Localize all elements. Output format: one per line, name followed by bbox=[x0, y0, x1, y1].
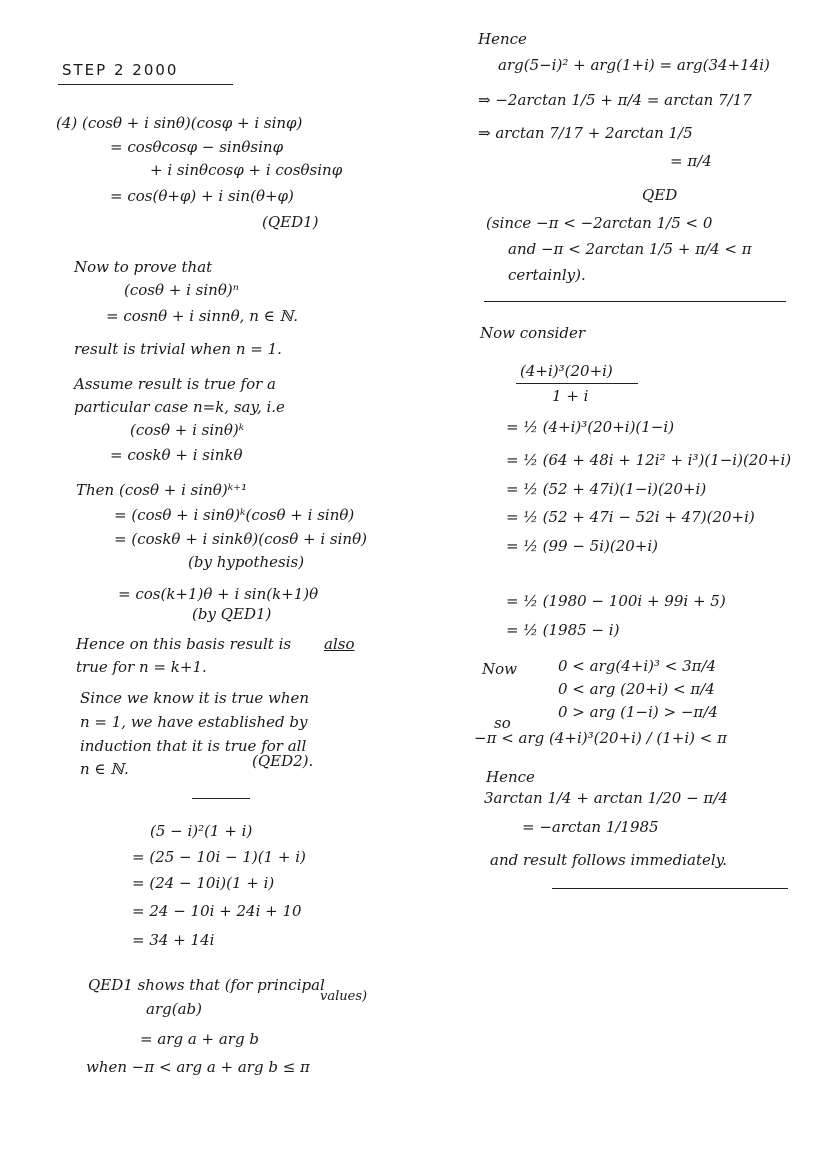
left-line-25: n ∈ ℕ. bbox=[80, 760, 129, 778]
right-line-16: = ½ (52 + 47i − 52i + 47)(20+i) bbox=[506, 508, 755, 526]
left-line-8: = cosnθ + i sinnθ, n ∈ ℕ. bbox=[106, 307, 298, 325]
page-heading: STEP 2 2000 bbox=[62, 61, 179, 79]
left-line-10: Assume result is true for a bbox=[74, 375, 276, 393]
left-line-11: particular case n=k, say, i.e bbox=[74, 398, 285, 416]
right-line-6: QED bbox=[642, 186, 678, 204]
left-line-2: = cosθcosφ − sinθsinφ bbox=[110, 138, 284, 156]
left-line-32: QED1 shows that (for principal bbox=[88, 976, 325, 994]
right-line-19: = ½ (1985 − i) bbox=[506, 621, 620, 639]
left-line-22: Since we know it is true when bbox=[80, 689, 310, 707]
left-line-30: = 24 − 10i + 24i + 10 bbox=[132, 902, 302, 920]
right-line-29: and result follows immediately. bbox=[490, 851, 727, 869]
left-line-28: = (25 − 10i − 1)(1 + i) bbox=[132, 848, 306, 866]
left-line-16: = (coskθ + i sinkθ)(cosθ + i sinθ) bbox=[114, 530, 367, 548]
heading-underline bbox=[58, 84, 233, 85]
left-line-20: Hence on this basis result is bbox=[76, 635, 292, 653]
left-line-6: Now to prove that bbox=[74, 258, 213, 276]
right-line-10: Now consider bbox=[480, 324, 585, 342]
right-line-28: = −arctan 1/1985 bbox=[522, 818, 659, 836]
right-line-25: −π < arg (4+i)³(20+i) / (1+i) < π bbox=[474, 729, 727, 747]
right-line-17: = ½ (99 − 5i)(20+i) bbox=[506, 537, 659, 555]
right-line-26: Hence bbox=[486, 768, 535, 786]
right-line-15: = ½ (52 + 47i)(1−i)(20+i) bbox=[506, 480, 707, 498]
right-line-18: = ½ (1980 − 100i + 99i + 5) bbox=[506, 592, 726, 610]
right-line-12: 1 + i bbox=[552, 387, 589, 405]
left-line-3: + i sinθcosφ + i cosθsinφ bbox=[150, 161, 343, 179]
right-line-22: 0 < arg (20+i) < π/4 bbox=[558, 680, 715, 698]
section-divider-short bbox=[192, 798, 250, 799]
left-line-35: = arg a + arg b bbox=[140, 1030, 259, 1048]
left-line-31: = 34 + 14i bbox=[132, 931, 215, 949]
left-line-4: = cos(θ+φ) + i sin(θ+φ) bbox=[110, 187, 294, 205]
left-line-19: (by QED1) bbox=[192, 605, 272, 623]
left-line-21: true for n = k+1. bbox=[76, 658, 207, 676]
left-line-34: arg(ab) bbox=[146, 1000, 202, 1018]
left-line-13: = coskθ + i sinkθ bbox=[110, 446, 243, 464]
right-line-20: Now bbox=[482, 660, 517, 678]
right-line-9: certainly). bbox=[508, 266, 586, 284]
left-line-9: result is trivial when n = 1. bbox=[74, 340, 282, 358]
section-divider-long bbox=[484, 301, 786, 302]
left-line-27: (5 − i)²(1 + i) bbox=[150, 822, 253, 840]
left-line-14: Then (cosθ + i sinθ)ᵏ⁺¹ bbox=[76, 481, 248, 499]
left-line-15: = (cosθ + i sinθ)ᵏ(cosθ + i sinθ) bbox=[114, 506, 355, 524]
left-line-23: n = 1, we have established by bbox=[80, 713, 308, 731]
fraction-bar-1 bbox=[516, 383, 638, 384]
closing-rule bbox=[552, 888, 788, 889]
right-line-1: Hence bbox=[478, 30, 527, 48]
left-line-17: (by hypothesis) bbox=[188, 553, 305, 571]
left-line-33: values) bbox=[320, 989, 368, 1004]
right-line-5: = π/4 bbox=[670, 152, 712, 170]
left-line-7: (cosθ + i sinθ)ⁿ bbox=[124, 281, 239, 299]
right-line-3: ⇒ −2arctan 1/5 + π/4 = arctan 7/17 bbox=[478, 91, 752, 109]
right-line-23: 0 > arg (1−i) > −π/4 bbox=[558, 703, 718, 721]
right-line-21: 0 < arg(4+i)³ < 3π/4 bbox=[558, 657, 717, 675]
right-line-11: (4+i)³(20+i) bbox=[520, 362, 613, 380]
left-line-24: induction that it is true for all bbox=[80, 737, 307, 755]
right-line-8: and −π < 2arctan 1/5 + π/4 < π bbox=[508, 240, 752, 258]
left-line-26: (QED2). bbox=[252, 752, 314, 770]
left-line-36: when −π < arg a + arg b ≤ π bbox=[86, 1058, 310, 1076]
left-line-5: (QED1) bbox=[262, 213, 319, 231]
left-line-29: = (24 − 10i)(1 + i) bbox=[132, 874, 275, 892]
right-line-13: = ½ (4+i)³(20+i)(1−i) bbox=[506, 418, 675, 436]
right-line-7: (since −π < −2arctan 1/5 < 0 bbox=[486, 214, 713, 232]
right-line-27: 3arctan 1/4 + arctan 1/20 − π/4 bbox=[484, 789, 728, 807]
left-line-18: = cos(k+1)θ + i sin(k+1)θ bbox=[118, 585, 319, 603]
right-line-14: = ½ (64 + 48i + 12i² + i³)(1−i)(20+i) bbox=[506, 451, 792, 469]
right-line-4: ⇒ arctan 7/17 + 2arctan 1/5 bbox=[478, 124, 693, 142]
left-line-1: (4) (cosθ + i sinθ)(cosφ + i sinφ) bbox=[56, 114, 303, 132]
right-line-2: arg(5−i)² + arg(1+i) = arg(34+14i) bbox=[498, 56, 770, 74]
right-line-24: so bbox=[494, 714, 511, 732]
left-line-12: (cosθ + i sinθ)ᵏ bbox=[130, 421, 245, 439]
left-line-20-emphasis: also bbox=[324, 635, 355, 653]
